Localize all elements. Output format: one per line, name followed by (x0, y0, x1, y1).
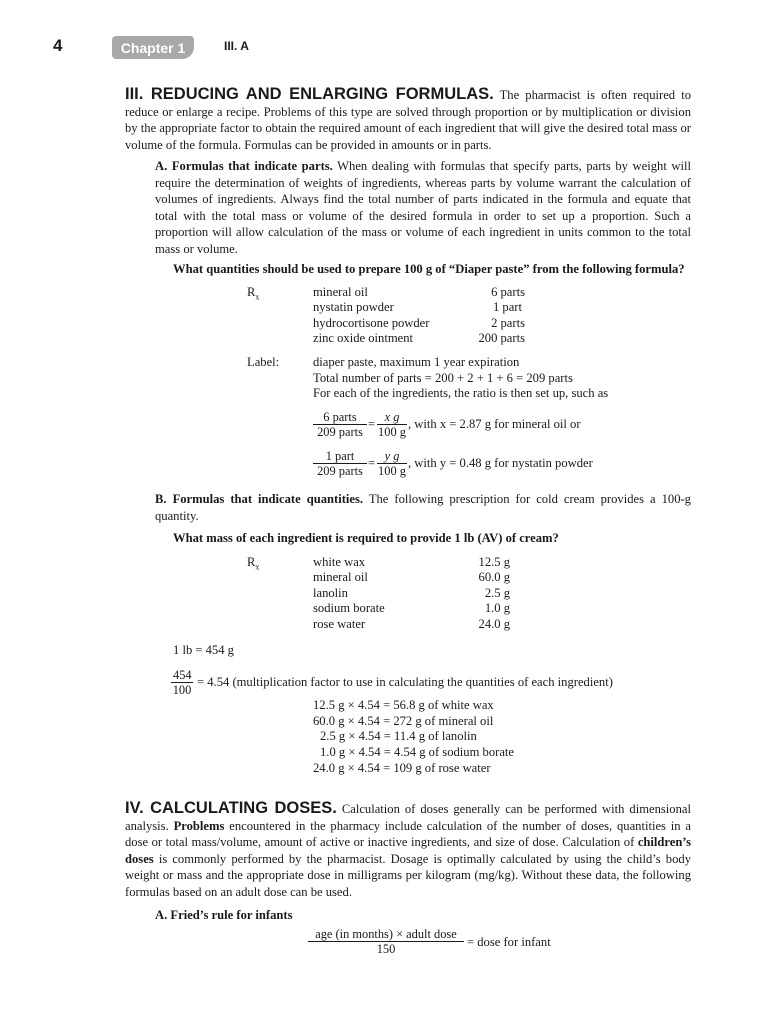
section-3a-text: When dealing with formulas that specify parts, parts by weight will require the determination of weights of ingredients, whereas parts by volume warrant the calculation of volumes of ingredients. Always find the total number of parts indicated in the formula and equate that total with the total mass or volume of the desired formula in order to set up a proportion. Such a proportion will allow calculation of the mass or volume of each ingredient in units common to the total mass or volume. (155, 159, 691, 256)
rx-b-item-amount: 24.0 g (478, 617, 510, 631)
chapter-tab: Chapter 1 (112, 36, 194, 59)
eq2-right-numerator: y g (377, 449, 407, 464)
section-3b-label: B. (155, 492, 167, 506)
frieds-rule-denominator: 150 (376, 942, 396, 956)
section-4-text-3: is commonly performed by the pharmacist. Dosage is optimally calculated by using the child’s body weight or mass and the appropriate dose in milligrams per kilogram (mg/kg). Without these data, the following formulas based on an adult dose can be used. (125, 851, 691, 899)
section-3-heading: III. REDUCING AND ENLARGING FORMULAS. (125, 85, 494, 103)
eq1-equals: = (368, 417, 376, 431)
section-4-text-2: encountered in the pharmacy include calculation of the number of doses, quantities in a dose or total mass/volume, amount of active or inactive ingredients, and size of dose. Calculation of (125, 818, 691, 850)
calc-line: 60.0 g × 4.54 = 272 g of mineral oil (313, 714, 494, 728)
factor-numerator: 454 (173, 668, 192, 682)
eq2-left-numerator: 1 part (313, 449, 367, 464)
rx-a-item-amount: 6 parts (491, 285, 525, 299)
rx-a-item-name: nystatin powder (313, 300, 394, 314)
section-4-heading: IV. CALCULATING DOSES. (125, 799, 337, 817)
section-3b-question: What mass of each ingredient is required to provide 1 lb (AV) of cream? (173, 531, 559, 545)
rx-symbol-b: $R_x$ (247, 555, 260, 572)
eq1-right-fraction (377, 410, 407, 439)
section-3b-text: The following prescription for cold cream provides a 100-g quantity. (155, 492, 691, 523)
rx-symbol-a: $R_x$ (247, 285, 260, 302)
section-4a-heading (155, 907, 555, 924)
rx-b-item-name: rose water (313, 617, 366, 631)
rx-b-item-amount: 2.5 g (484, 586, 510, 600)
section-3a-title: Formulas that indicate parts. (171, 159, 333, 173)
section-3a-paragraph (155, 158, 691, 258)
rx-a-item-name: mineral oil (313, 285, 368, 299)
eq1-right-numerator: x g (377, 410, 407, 425)
rx-a-item-name: hydrocortisone powder (313, 316, 430, 330)
frieds-rule-fraction (308, 927, 464, 956)
calc-line: 1.0 g × 4.54 = 4.54 g of sodium borate (320, 745, 514, 759)
eq1-right-denominator: 100 g (378, 425, 406, 439)
rx-a-item-amount: 2 parts (491, 316, 525, 330)
section-3-intro-text: The pharmacist is often required to reduce or enlarge a recipe. Problems of this type are solved through proportion or by multiplication or division by the appropriate factor to obtain the required amount of each ingredient that will give the desired total mass or volume of the formula. Formulas can be provided in amounts or in parts. (125, 88, 691, 152)
calc-line: 2.5 g × 4.54 = 11.4 g of lanolin (320, 729, 477, 743)
eq1-tail: , with x = 2.87 g for mineral oil or (408, 417, 581, 431)
section-3-intro (125, 86, 691, 153)
eq2-left-denominator: 209 parts (317, 464, 363, 478)
calc-line: 12.5 g × 4.54 = 56.8 g of white wax (313, 698, 494, 712)
rx-b-item-amount: 1.0 g (484, 601, 510, 615)
rx-a-item-amount: 200 parts (478, 331, 525, 345)
label-key: Label: (247, 355, 280, 369)
eq1-left-numerator: 6 parts (313, 410, 367, 425)
rx-b-item-amount: 60.0 g (478, 570, 510, 584)
factor-fraction (171, 668, 193, 697)
section-4-text-1: Calculation of doses generally can be performed with dimensional analysis. (125, 802, 691, 833)
factor-text: = 4.54 (multiplication factor to use in calculating the quantities of each ingredient) (197, 675, 613, 689)
section-3a-question: What quantities should be used to prepare 100 g of “Diaper paste” from the following formula? (173, 262, 685, 276)
section-4-bold-2: children’s doses (125, 835, 691, 866)
eq2-right-fraction (377, 449, 407, 478)
section-4a-title: Fried’s rule for infants (170, 908, 293, 922)
rx-b-item-name: white wax (313, 555, 366, 569)
eq2-right-denominator: 100 g (378, 464, 406, 478)
rx-b-item-name: sodium borate (313, 601, 385, 615)
section-4-paragraph (125, 800, 691, 901)
ratio-intro-line: For each of the ingredients, the ratio is then set up, such as (313, 386, 609, 400)
eq2-equals: = (368, 456, 376, 470)
section-3a-label: A. (155, 159, 168, 173)
eq2-tail: , with y = 0.48 g for nystatin powder (408, 456, 593, 470)
calc-line: 24.0 g × 4.54 = 109 g of rose water (313, 761, 491, 775)
label-value: diaper paste, maximum 1 year expiration (313, 355, 520, 369)
frieds-rule-tail: = dose for infant (467, 935, 551, 949)
rx-a-item-name: zinc oxide ointment (313, 331, 414, 345)
total-parts-line: Total number of parts = 200 + 2 + 1 + 6 = 209 parts (313, 371, 573, 385)
eq2-left-fraction (313, 449, 367, 478)
section-3b-title: Formulas that indicate quantities. (172, 492, 364, 506)
section-4-bold-1: Problems (173, 818, 225, 833)
section-4a-label: A. (155, 908, 168, 922)
lb-conversion-line: 1 lb = 454 g (173, 643, 234, 657)
rx-a-item-amount: 1 part (492, 300, 522, 314)
page-number: 4 (53, 36, 63, 55)
rx-b-item-amount: 12.5 g (478, 555, 510, 569)
section-reference: III. A (224, 39, 249, 53)
rx-b-item-name: lanolin (313, 586, 348, 600)
frieds-rule-numerator: age (in months) × adult dose (308, 927, 464, 942)
eq1-left-denominator: 209 parts (317, 425, 363, 439)
eq1-left-fraction (313, 410, 367, 439)
factor-denominator: 100 (172, 683, 192, 697)
section-3b-paragraph (155, 491, 691, 524)
rx-b-item-name: mineral oil (313, 570, 368, 584)
